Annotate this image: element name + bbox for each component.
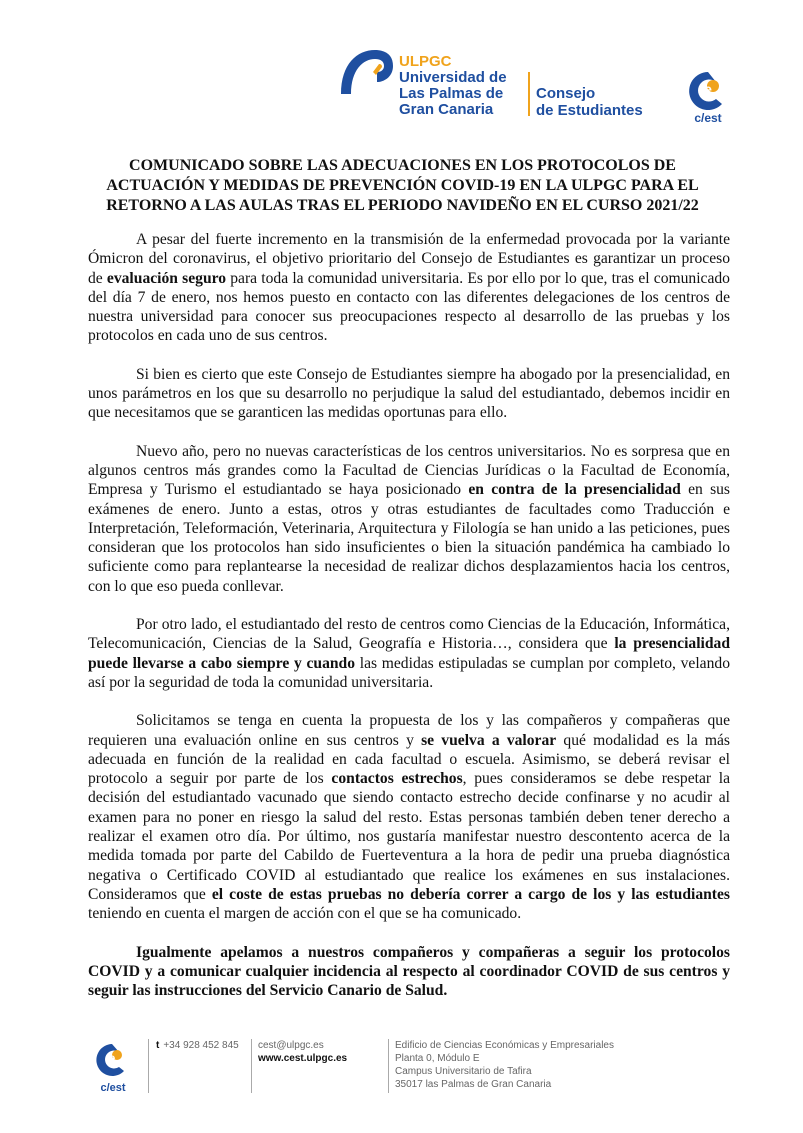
paragraph <box>88 442 730 596</box>
cest-logo-icon <box>679 68 737 126</box>
phone-number: +34 928 452 845 <box>163 1040 239 1051</box>
paragraph <box>88 365 730 423</box>
university-name <box>399 54 507 118</box>
ulpgc-acronym: ULPGC <box>399 53 452 70</box>
text-run: qué modalidad es la más adecuada en función de la realidad en cada facultad o escuela. Asimismo, se deberá revisar el protocolo a seguir por parte de los <box>88 731 730 788</box>
cest-logo-text: c/est <box>694 111 722 125</box>
closing-paragraph: Igualmente apelamos a nuestros compañeros y compañeras a seguir los protocolos COVID y a comunicar cualquier incidencia al respecto al coordinador COVID de sus centros y seguir las instrucciones del Servicio Canario de Salud. <box>88 943 730 1000</box>
svg-text:e: e <box>108 1051 116 1065</box>
footer-divider <box>148 1039 149 1093</box>
header-divider <box>528 72 530 116</box>
ulpgc-logo-icon <box>335 42 395 98</box>
document-body <box>88 230 730 1019</box>
footer <box>0 1036 803 1126</box>
website-text: www.cest.ulpgc.es <box>258 1053 348 1064</box>
footer-phone <box>156 1039 239 1052</box>
bold-text-run: en contra de la presencialidad <box>468 481 681 499</box>
bold-text-run: el coste de estas pruebas no debería correr a cargo de los y las estudiantes <box>211 885 730 903</box>
cest-footer-logo-text: c/est <box>100 1082 126 1094</box>
text-run: Si bien es cierto que este Consejo de Estudiantes siempre ha abogado por la presencialidad, en unos parámetros en los que su desarrollo no perjudique la salud del estudiantado, debemos incidir en que necesitamos que se garanticen las medidas oportunas para ello. <box>88 365 730 422</box>
footer-address <box>395 1039 614 1091</box>
phone-label: t <box>156 1040 160 1051</box>
council-line: de Estudiantes <box>536 102 643 119</box>
bold-text-run: la presencialidad puede llevarse a cabo siempre y cuando <box>88 635 731 672</box>
bold-text-run: evaluación seguro <box>106 269 227 287</box>
svg-text:e: e <box>704 81 712 97</box>
university-line: Las Palmas de <box>399 85 504 102</box>
council-name <box>536 85 643 119</box>
text-run: en sus exámenes de enero. Junto a estas, otros y otras estudiantes de facultades como Traducción e Interpretación, Teleformación, Veterinaria, Arquitectura y Filología se han unido a las peticiones, pues consideran que los protocolos han sido insuficientes o bien la situación pandémica ha cambiado lo suficiente como para replantearse la necesidad de realizar dichos desplazamientos hacia los centros, con lo que eso pueda conllevar. <box>88 481 731 595</box>
footer-divider <box>251 1039 252 1093</box>
address-line: Edificio de Ciencias Económicas y Empresariales <box>395 1040 614 1051</box>
footer-divider <box>388 1039 389 1093</box>
document-title: COMUNICADO SOBRE LAS ADECUACIONES EN LOS PROTOCOLOS DE ACTUACIÓN Y MEDIDAS DE PREVENCIÓN COVID-19 EN LA ULPGC PARA EL RETORNO A LAS AULAS TRAS EL PERIODO NAVIDEÑO EN EL CURSO 2021/22 <box>106 157 699 214</box>
address-line: 35017 las Palmas de Gran Canaria <box>395 1079 552 1090</box>
text-run: para toda la comunidad universitaria. Es por ello por lo que, tras el comunicado del día 7 de enero, nos hemos puesto en contacto con las diferentes delegaciones de los centros de nuestra universidad para conocer sus preocupaciones respecto al desarrollo de las pruebas y los protocolos en cada uno de sus centros. <box>88 269 730 345</box>
footer-contact <box>258 1039 347 1065</box>
council-line: Consejo <box>536 85 596 102</box>
text-run: Nuevo año, pero no nuevas características de los centros universitarios. No es sorpresa que en algunos centros más grandes como la Facultad de Ciencias Jurídicas o la Facultad de Economía, Empresa y Turismo el estudiantado se haya posicionado <box>88 442 730 499</box>
address-line: Planta 0, Módulo E <box>395 1053 480 1064</box>
header-logos <box>335 38 745 128</box>
cest-footer-logo-icon <box>88 1040 140 1095</box>
email-link[interactable]: cest@ulpgc.es <box>258 1040 324 1051</box>
university-line: Universidad de <box>399 69 507 86</box>
university-line: Gran Canaria <box>399 101 494 118</box>
text-run: Por otro lado, el estudiantado del resto de centros como Ciencias de la Educación, Informática, Telecomunicación, Ciencias de la Salud, Geografía e Historia…, considera que <box>88 616 730 653</box>
bold-text-run: se vuelva a valorar <box>421 731 557 749</box>
paragraph <box>88 230 730 346</box>
paragraph <box>88 615 730 692</box>
paragraph <box>88 711 730 923</box>
text-run: las medidas estipuladas se cumplan por completo, velando así por la seguridad de toda la comunidad universitaria. <box>88 654 730 691</box>
text-run: Solicitamos se tenga en cuenta la propuesta de los y las compañeros y compañeras que requieren una evaluación online en sus centros y <box>88 712 730 749</box>
website-link[interactable] <box>258 1052 347 1065</box>
text-run: teniendo en cuenta el margen de acción con el que se ha comunicado. <box>88 905 522 923</box>
text-run: A pesar del fuerte incremento en la transmisión de la enfermedad provocada por la variante Ómicron del coronavirus, el objetivo prioritario del Consejo de Estudiantes es garantizar un proceso de <box>88 231 730 287</box>
text-run: , pues consideramos se debe respetar la decisión del estudiantado vacunado que siendo contacto estrecho decide confinarse y no acudir al examen para no poner en riesgo la salud del resto. Estas personas también deben tener derecho a realizar el examen otro día. Por último, nos gustaría manifestar nuestro descontento acerca de la medida tomada por parte del Cabildo de Fuerteventura a la hora de pedir una prueba diagnóstica negativa o Certificado COVID al estudiantado que realice los exámenes en sus instalaciones. Consideramos que <box>88 770 730 903</box>
bold-text-run: contactos estrechos <box>331 770 463 788</box>
address-line: Campus Universitario de Tafira <box>395 1066 532 1077</box>
